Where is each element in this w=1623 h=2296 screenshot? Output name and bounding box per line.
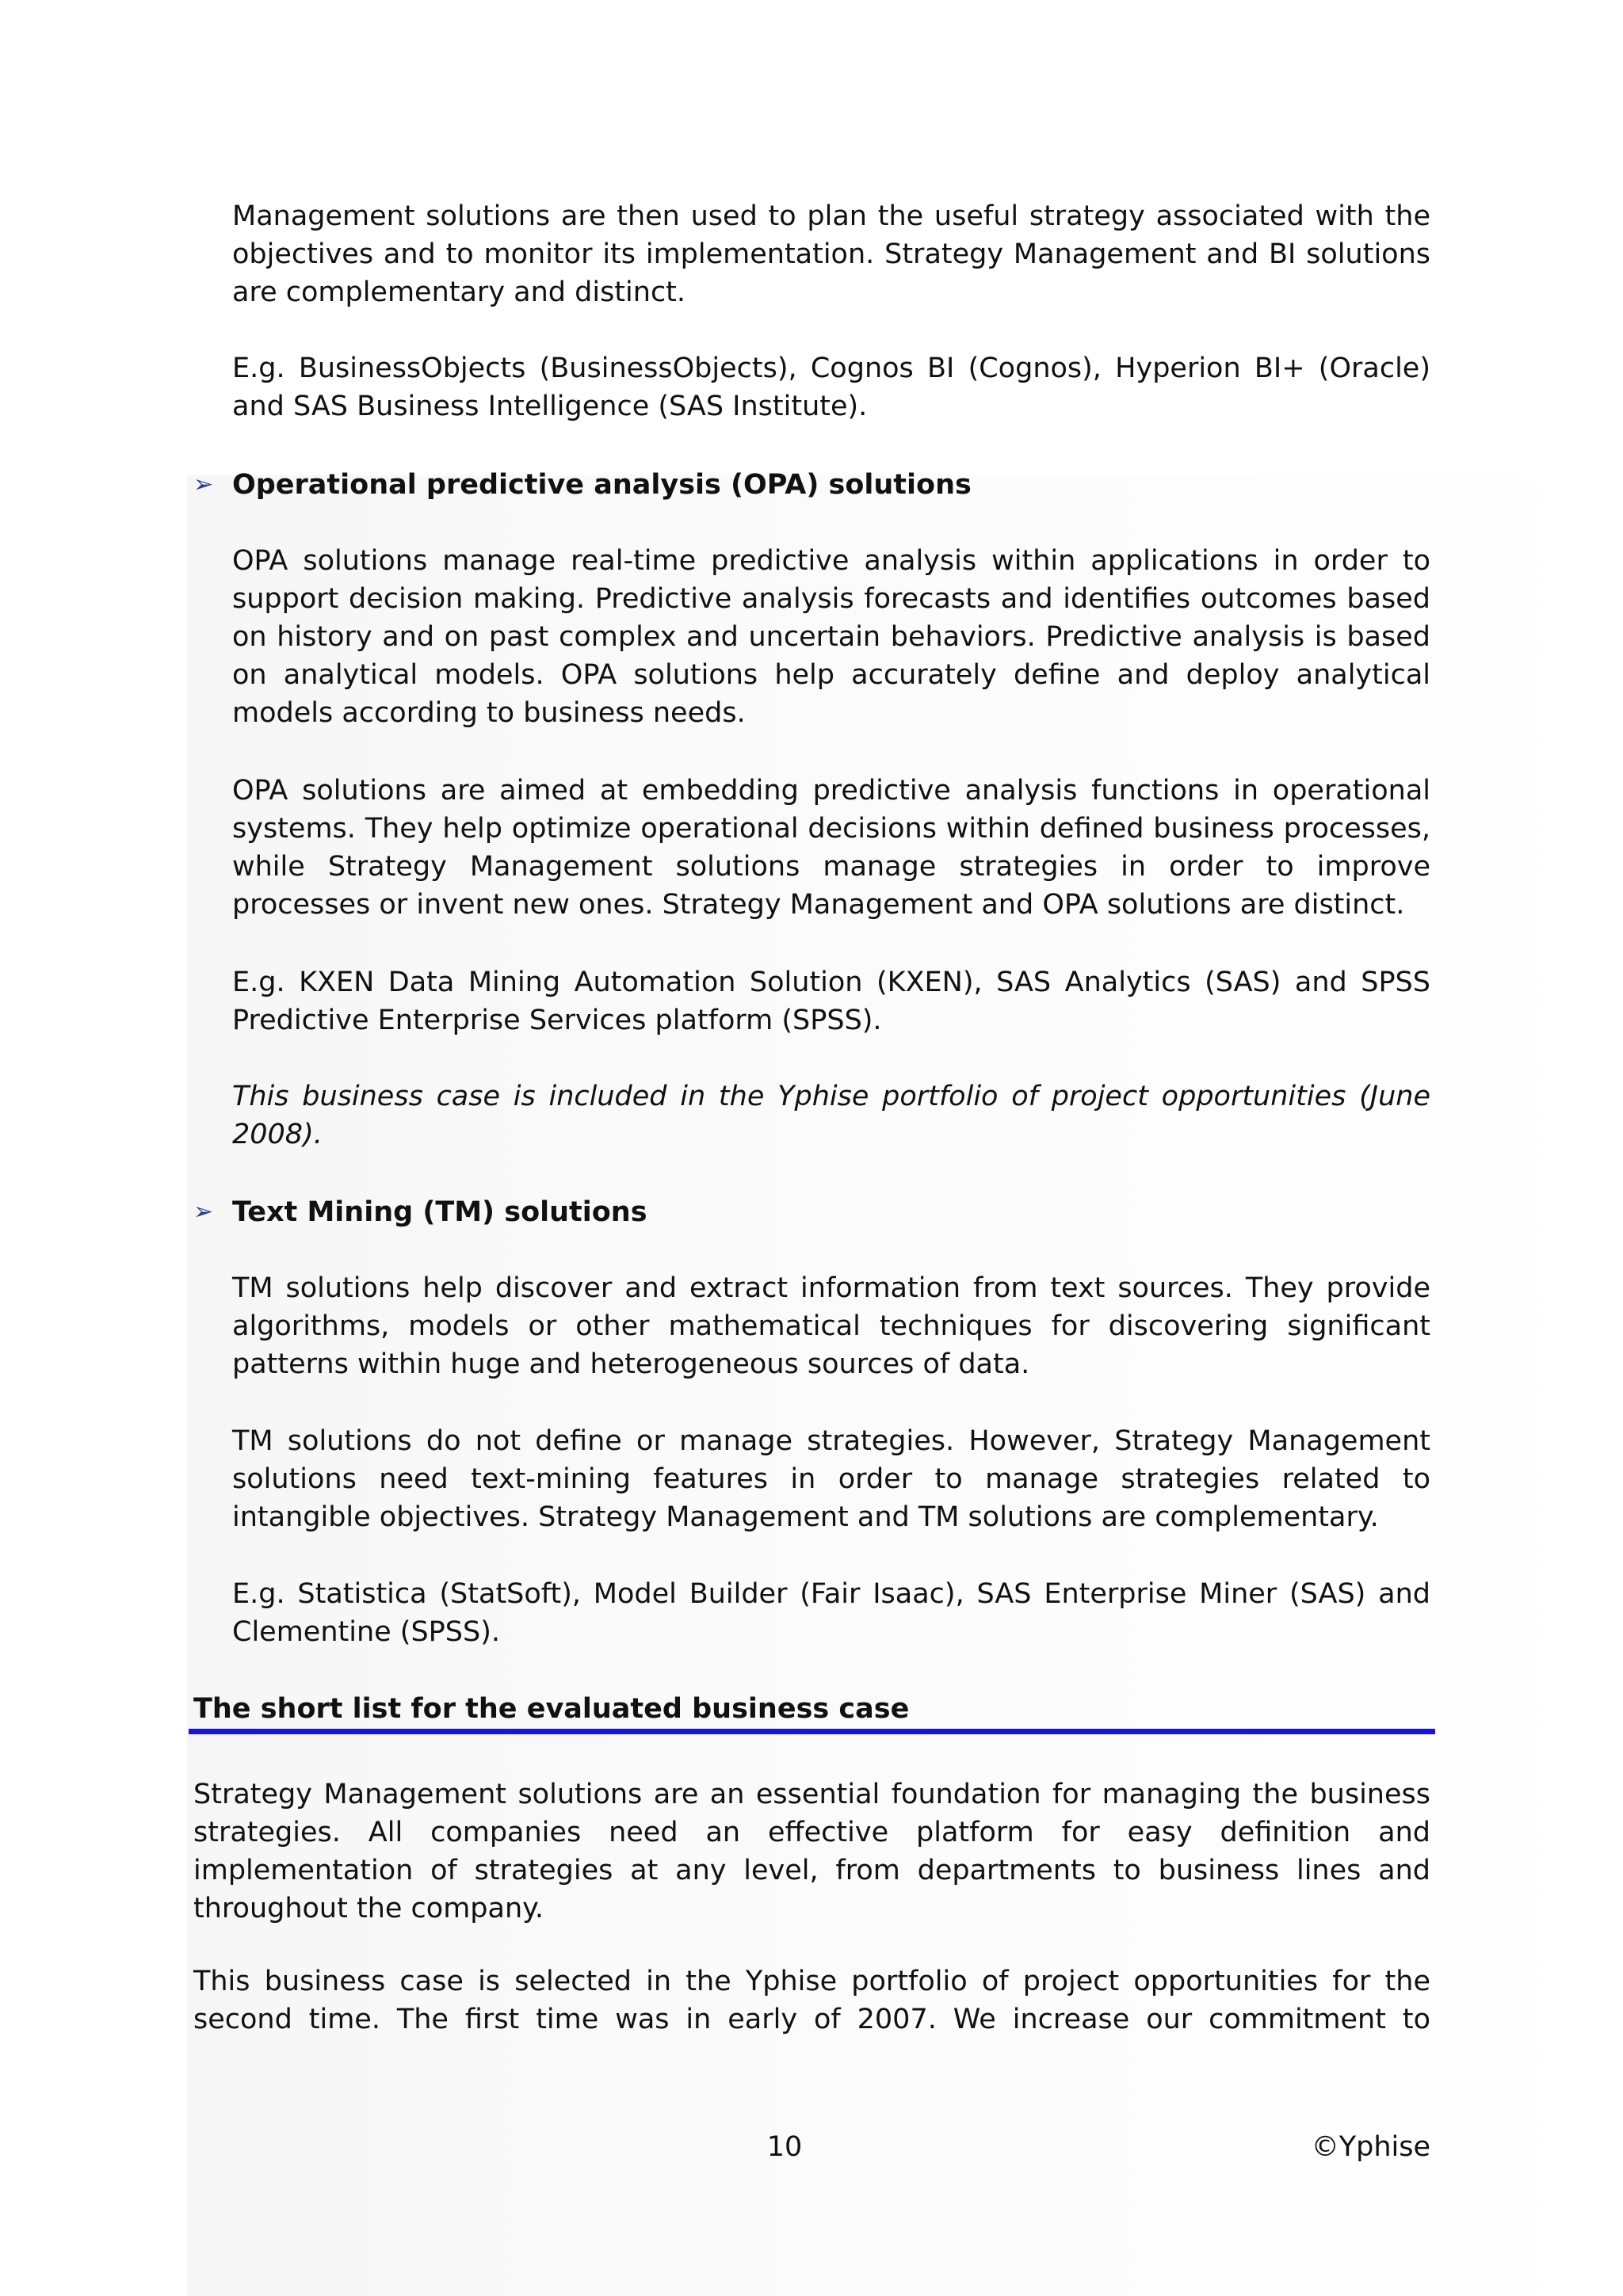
paragraph-text: OPA solutions manage real-time predictive analysis within applications in order to support decision making. Predictive analysis forecasts and identifies outcomes based on history and on past complex and uncertain behaviors. Predictive analysis is based on analytical models. OPA solutions help accurately define and deploy analytical models according to business needs. bbox=[232, 545, 1430, 729]
paragraph-shortlist-selected bbox=[193, 1962, 1430, 2039]
section-heading: The short list for the evaluated business case bbox=[193, 1693, 910, 1725]
paragraph-tm-examples bbox=[232, 1575, 1430, 1651]
bullet-title-opa: Operational predictive analysis (OPA) solutions bbox=[232, 469, 972, 501]
paragraph-text: This business case is selected in the Yphise portfolio of project opportunities for the second time. The first time was in early of 2007. We increase our commitment to bbox=[193, 1966, 1430, 2035]
paragraph-text: TM solutions do not define or manage strategies. However, Strategy Management solutions need text-mining features in order to manage strategies related to intangible objectives. Strategy Management and TM solutions are complementary. bbox=[232, 1425, 1430, 1533]
paragraph-opa-note bbox=[232, 1077, 1430, 1154]
page-number: 10 bbox=[766, 2131, 803, 2163]
paragraph-tm-desc bbox=[232, 1269, 1430, 1383]
paragraph-bi-intro bbox=[232, 197, 1430, 311]
paragraph-shortlist-intro bbox=[193, 1775, 1430, 1928]
copyright-notice: ©Yphise bbox=[1311, 2131, 1430, 2163]
paragraph-text: Strategy Management solutions are an essential foundation for managing the business strategies. All companies need an effective platform for easy definition and implementation of strategies at any level, from departments to business lines and throughout the company. bbox=[193, 1779, 1430, 1924]
paragraph-text: Management solutions are then used to plan the useful strategy associated with the objectives and to monitor its implementation. Strategy Management and BI solutions are complementary and distinct. bbox=[232, 200, 1430, 308]
paragraph-opa-desc bbox=[232, 542, 1430, 732]
heading-rule bbox=[189, 1729, 1435, 1734]
paragraph-text: This business case is included in the Yphise portfolio of project opportunities (June 2008). bbox=[232, 1081, 1430, 1150]
paragraph-text: E.g. KXEN Data Mining Automation Solution (KXEN), SAS Analytics (SAS) and SPSS Predictive Enterprise Services platform (SPSS). bbox=[232, 967, 1430, 1036]
paragraph-text: OPA solutions are aimed at embedding predictive analysis functions in operational systems. They help optimize operational decisions within defined business processes, while Strategy Management solutions manage strategies in order to improve processes or invent new ones. Strategy Management and OPA solutions are distinct. bbox=[232, 775, 1430, 921]
bullet-title-tm: Text Mining (TM) solutions bbox=[232, 1196, 647, 1228]
arrow-bullet-icon: ➢ bbox=[193, 471, 214, 498]
paragraph-bi-examples bbox=[232, 349, 1430, 425]
paragraph-text: E.g. BusinessObjects (BusinessObjects), Cognos BI (Cognos), Hyperion BI+ (Oracle) and SAS Business Intelligence (SAS Institute). bbox=[232, 353, 1430, 422]
paragraph-tm-strategy bbox=[232, 1422, 1430, 1536]
paragraph-opa-examples bbox=[232, 963, 1430, 1039]
paragraph-text: E.g. Statistica (StatSoft), Model Builder (Fair Isaac), SAS Enterprise Miner (SAS) and Clementine (SPSS). bbox=[232, 1578, 1430, 1648]
arrow-bullet-icon: ➢ bbox=[193, 1198, 214, 1226]
paragraph-opa-aim bbox=[232, 772, 1430, 924]
paragraph-text: TM solutions help discover and extract information from text sources. They provide algorithms, models or other mathematical techniques for discovering significant patterns within huge and heterogeneous sources of data. bbox=[232, 1272, 1430, 1380]
